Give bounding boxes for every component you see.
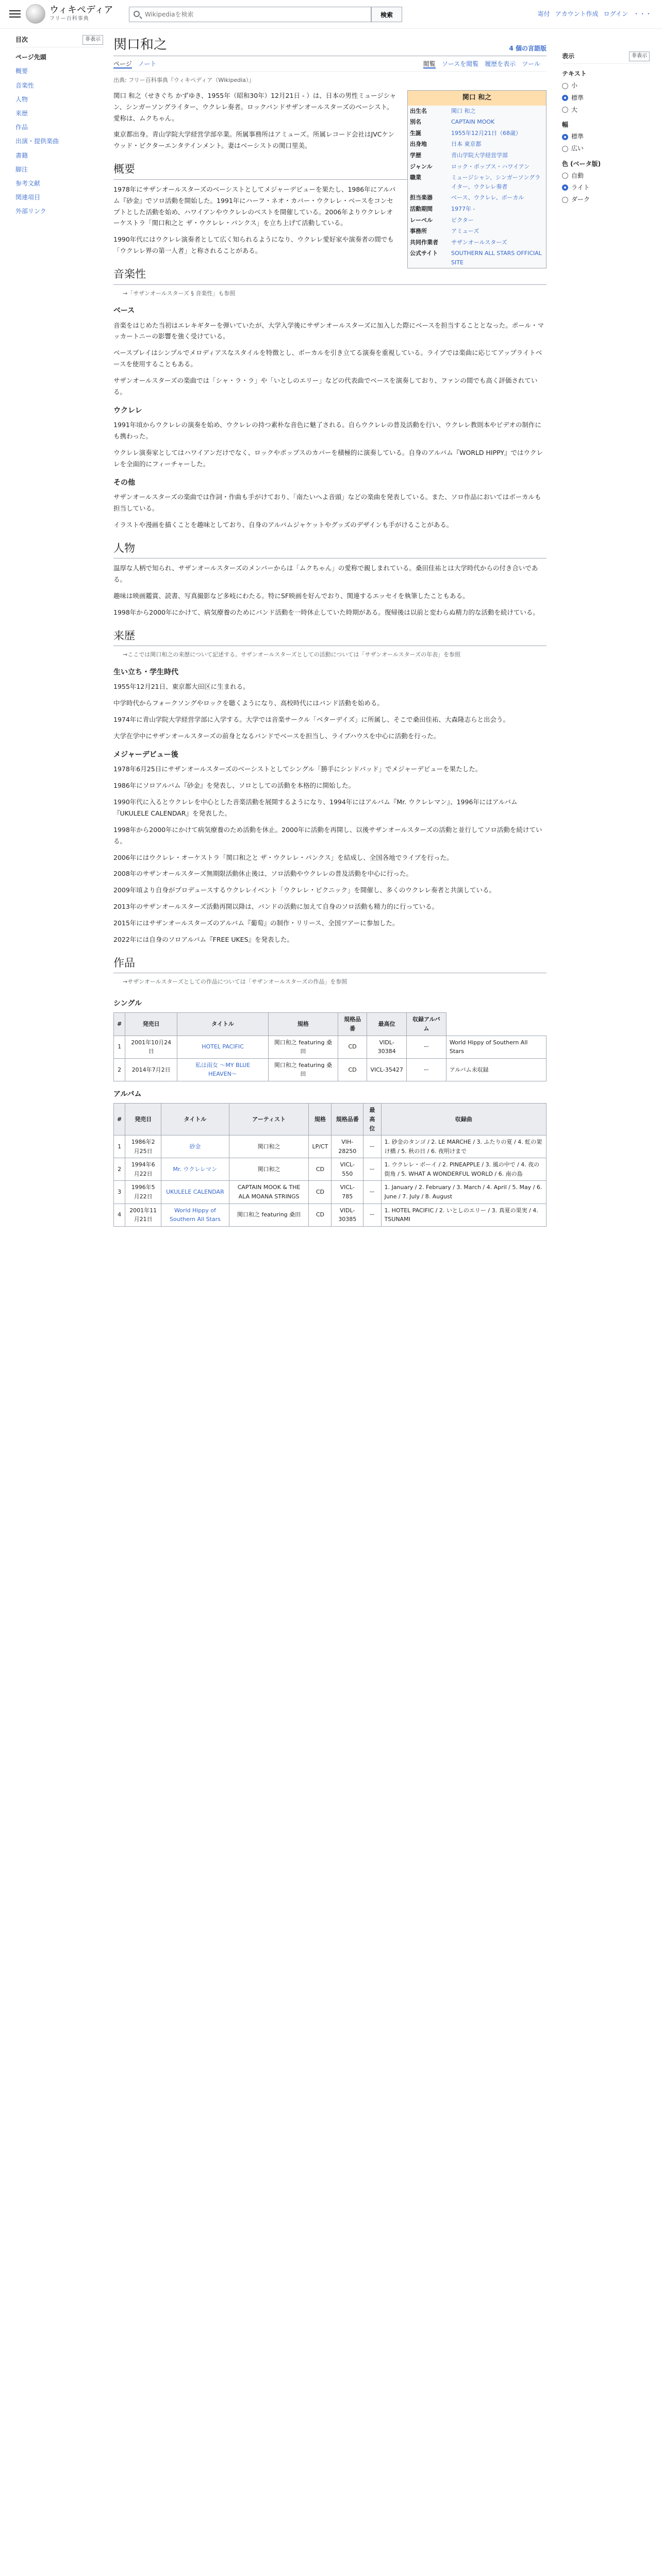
user-link[interactable]: ・・・: [633, 10, 652, 18]
appearance-group-label: 幅: [562, 121, 569, 128]
article-body: [113, 90, 547, 1227]
infobox-value[interactable]: ベース、ウクレレ、ボーカル: [451, 194, 524, 201]
table-cell: VICL-550: [332, 1158, 363, 1181]
table-cell: 3: [114, 1181, 125, 1204]
user-link[interactable]: アカウント作成: [555, 10, 599, 18]
section-heading: 音楽性: [113, 266, 547, 285]
table-cell: CD: [309, 1158, 332, 1181]
paragraph: 趣味は映画鑑賞、読書、写真撮影など多岐にわたる。特にSF映画を好んでおり、関連するエッセイを執筆したこともある。: [113, 592, 469, 600]
toc-title: 目次: [15, 36, 28, 43]
appearance-option-label: ダーク: [571, 196, 590, 204]
table-cell[interactable]: HOTEL PACIFIC: [177, 1036, 269, 1058]
hatnote[interactable]: →ここでは関口和之の来歴について記述する。サザンオールスターズとしての活動については「サザンオールスターズの年表」を参照: [123, 651, 461, 658]
paragraph: サザンオールスターズの楽曲では作詞・作曲も手がけており、「南たいへよ音頭」などの楽曲を発表している。また、ソロ作品においてはボーカルも担当している。: [113, 493, 541, 512]
table-cell: 1. ウクレレ・ボーイ / 2. PINEAPPLE / 3. 風の中で / 4. 夜の街角 / 5. WHAT A WONDERFUL WORLD / 6. 南の島: [381, 1158, 546, 1181]
infobox-row: [408, 106, 546, 117]
table-header-cell: 規格: [309, 1104, 332, 1136]
language-button[interactable]: 4 個の言語版: [509, 44, 547, 52]
toc-item[interactable]: 来歴: [15, 109, 28, 117]
table-cell: 関口和之 featuring 桑田: [268, 1058, 338, 1081]
infobox-key: 活動期間: [410, 205, 433, 212]
table-cell: ー: [363, 1181, 381, 1204]
infobox-row: [408, 116, 546, 128]
table-cell: VIDL-30385: [332, 1204, 363, 1226]
paragraph: 温厚な人柄で知られ、サザンオールスターズのメンバーからは「ムクちゃん」の愛称で親しまれている。桑田佳祐とは大学時代からの付き合いである。: [113, 564, 538, 584]
table-cell: 1. HOTEL PACIFIC / 2. いとしのエリー / 3. 真夏の果実 / 4. TSUNAMI: [381, 1204, 546, 1226]
infobox-row: [408, 128, 546, 139]
table-cell: 1. 砂金のタンゴ / 2. LE MARCHE / 3. ふたりの夏 / 4. 虹の架け橋 / 5. 秋の日 / 6. 夜明けまで: [381, 1136, 546, 1158]
albums-table: [113, 1103, 547, 1227]
section-heading: 人物: [113, 540, 547, 559]
appearance-option[interactable]: [562, 93, 650, 103]
radio-icon[interactable]: [562, 107, 568, 113]
section-heading: 来歴: [113, 628, 547, 647]
table-header-cell: 最高位: [367, 1013, 407, 1036]
main-content: [113, 29, 547, 1234]
tab-0[interactable]: ページ: [113, 60, 132, 67]
radio-icon[interactable]: [562, 83, 568, 89]
appearance-option-label: 標準: [571, 133, 584, 141]
user-links: [533, 9, 652, 19]
infobox-key: 出生名: [410, 107, 427, 114]
paragraph: 1955年12月21日、東京都大田区に生まれる。: [113, 683, 250, 691]
table-cell: ー: [363, 1136, 381, 1158]
table-header-cell: アーティスト: [229, 1104, 309, 1136]
infobox-value[interactable]: 1955年12月21日（68歳）: [451, 129, 521, 137]
wordmark[interactable]: [49, 5, 113, 23]
toc-item[interactable]: 外部リンク: [15, 208, 46, 215]
subsection-heading: 生い立ち・学生時代: [113, 668, 178, 677]
infobox: [407, 90, 547, 269]
search-box: [129, 7, 407, 22]
infobox-row: [408, 172, 546, 192]
table-cell: ー: [406, 1036, 446, 1058]
infobox-key: 共同作業者: [410, 239, 438, 246]
table-cell: CD: [338, 1036, 367, 1058]
table-cell: 1: [114, 1136, 125, 1158]
search-icon: [134, 11, 140, 17]
title-row: [113, 29, 547, 56]
paragraph: ベースプレイはシンプルでメロディアスなスタイルを特徴とし、ボーカルを引き立てる演奏を重視している。ライブでは楽曲に応じてアップライトベースを使用することもある。: [113, 349, 542, 368]
table-header-cell: 最高位: [363, 1104, 381, 1136]
table-header-cell: 発売日: [125, 1104, 161, 1136]
radio-icon[interactable]: [562, 184, 568, 191]
infobox-value[interactable]: ロック・ポップス・ハワイアン: [451, 163, 530, 170]
appearance-option-label: ライト: [571, 183, 590, 191]
table-row: [114, 1181, 547, 1204]
table-header-cell: タイトル: [161, 1104, 229, 1136]
appearance-option[interactable]: [562, 132, 650, 142]
paragraph: 1991年頃からウクレレの演奏を始め、ウクレレの持つ素朴な音色に魅了される。自らウクレレの普及活動を行い、ウクレレ教則本やビデオの制作にも携わった。: [113, 421, 541, 440]
toc-item[interactable]: 音楽性: [15, 81, 35, 89]
table-cell: 4: [114, 1204, 125, 1226]
table-header-cell: #: [114, 1104, 125, 1136]
table-cell: 2: [114, 1058, 125, 1081]
paragraph: 大学在学中にサザンオールスターズの前身となるバンドでベースを担当し、ライブハウスを中心に活動を行った。: [113, 732, 440, 740]
paragraph: 2013年のサザンオールスターズ活動再開以降は、バンドの活動に加えて自身のソロ活動も精力的に行っている。: [113, 903, 439, 911]
appearance-option[interactable]: [562, 144, 650, 154]
hatnote[interactable]: →「サザンオールスターズ § 音楽性」も参照: [123, 290, 236, 297]
subsection-heading: その他: [113, 478, 135, 487]
paragraph: 音楽をはじめた当初はエレキギターを弾いていたが、大学入学後にサザンオールスターズに加入した際にベースを担当することとなった。ポール・マッカートニーの影響を強く受けている。: [113, 321, 544, 341]
table-cell: VICL-785: [332, 1181, 363, 1204]
subsection-heading: ベース: [113, 307, 135, 315]
toc-item[interactable]: 脚注: [15, 165, 28, 173]
infobox-key: 出身地: [410, 141, 427, 148]
paragraph: 2006年にはウクレレ・オーケストラ「関口和之と ザ・ウクレレ・パンクス」を結成し、全国各地でライブを行った。: [113, 853, 453, 861]
appearance-option[interactable]: [562, 195, 650, 205]
infobox-row: [408, 192, 546, 204]
table-cell: 1986年2月25日: [125, 1136, 161, 1158]
infobox-row: [408, 161, 546, 173]
table-cell: World Hippy of Southern All Stars: [446, 1036, 546, 1058]
paragraph: 1974年に青山学院大学経営学部に入学する。大学では音楽サークル「ベターデイズ」に所属し、そこで桑田佳祐、大森隆志らと出会う。: [113, 716, 509, 724]
table-cell: 1996年5月22日: [125, 1181, 161, 1204]
toc-item[interactable]: 関連項目: [15, 194, 41, 201]
table-header-cell: 規格品番: [338, 1013, 367, 1036]
table-cell[interactable]: Mr. ウクレレマン: [161, 1158, 229, 1181]
table-header-cell: 収録曲: [381, 1104, 546, 1136]
table-cell: 1994年6月22日: [125, 1158, 161, 1181]
infobox-value[interactable]: ビクター: [451, 216, 474, 224]
appearance-option-label: 広い: [571, 145, 584, 152]
table-cell[interactable]: 砂金: [161, 1136, 229, 1158]
tabs-left: [113, 59, 162, 69]
search-input[interactable]: [129, 7, 371, 22]
page-source-note: 出典: フリー百科事典『ウィキペディア（Wikipedia）』: [113, 77, 255, 84]
tabs-right: [423, 59, 547, 69]
appearance-option[interactable]: [562, 183, 650, 193]
toc-item[interactable]: 作品: [15, 124, 28, 131]
appearance-option-label: 自動: [571, 172, 584, 179]
table-cell[interactable]: 私は雨女 〜MY BLUE HEAVEN〜: [177, 1058, 269, 1081]
paragraph: イラストや漫画を描くことを趣味としており、自身のアルバムジャケットやグッズのデザインも手がけることがある。: [113, 520, 453, 529]
page-tabs: [113, 59, 547, 72]
toc-item[interactable]: 概要: [15, 67, 28, 75]
table-row: [114, 1158, 547, 1181]
infobox-key: 職業: [410, 174, 421, 181]
appearance-option[interactable]: [562, 81, 650, 91]
table-cell: VIDL-30384: [367, 1036, 407, 1058]
toc-item[interactable]: 書籍: [15, 151, 28, 159]
table-cell: CD: [309, 1204, 332, 1226]
paragraph: 2022年には自身のソロアルバム『FREE UKES』を発表した。: [113, 935, 294, 943]
singles-table: [113, 1012, 547, 1081]
table-cell: ー: [363, 1158, 381, 1181]
radio-icon[interactable]: [562, 197, 568, 203]
table-cell: CD: [338, 1058, 367, 1081]
toc-header: [15, 35, 103, 47]
table-cell: アルバム未収録: [446, 1058, 546, 1081]
user-link[interactable]: ログイン: [603, 10, 628, 18]
paragraph: 中学時代からフォークソングやロックを聴くようになり、高校時代にはバンド活動を始める。: [113, 699, 384, 707]
table-header-cell: 規格品番: [332, 1104, 363, 1136]
infobox-value[interactable]: CAPTAIN MOOK: [451, 118, 495, 126]
paragraph: 2008年のサザンオールスターズ無期限活動休止後は、ソロ活動やウクレレの普及活動を中心に行った。: [113, 870, 413, 878]
infobox-row: [408, 204, 546, 215]
table-cell: VICL-35427: [367, 1058, 407, 1081]
appearance-hide-button[interactable]: 非表示: [629, 52, 650, 61]
table-cell: 2001年10月24日: [125, 1036, 177, 1058]
paragraph: 1990年代に入るとウクレレを中心とした音楽活動を展開するようになり、1994年にはアルバム『Mr. ウクレレマン』、1996年にはアルバム『UKULELE CALENDAR』を発表した。: [113, 798, 518, 817]
wordmark-title: ウィキペディア: [49, 5, 113, 15]
radio-icon[interactable]: [562, 146, 568, 152]
paragraph: サザンオールスターズの楽曲では「シャ・ラ・ラ」や「いとしのエリー」などの代表曲でベースを演奏しており、ファンの間でも高く評価されている。: [113, 377, 538, 396]
infobox-row: [408, 248, 546, 268]
table-header-cell: 収録アルバム: [406, 1013, 446, 1036]
toc-item[interactable]: 人物: [15, 95, 28, 103]
tab-right-0[interactable]: 閲覧: [423, 60, 436, 67]
table-cell: VIH-28250: [332, 1136, 363, 1158]
tab-right-3[interactable]: ツール: [522, 60, 540, 67]
infobox-title: 関口 和之: [408, 91, 546, 106]
paragraph: 1978年6月25日にサザンオールスターズのベーシストとしてシングル「勝手にシンドバッド」でメジャーデビューを果たした。: [113, 765, 482, 773]
table-cell: 関口和之: [229, 1158, 309, 1181]
table-header-cell: #: [114, 1013, 125, 1036]
infobox-row: [408, 226, 546, 237]
page-title: 関口和之: [113, 37, 168, 53]
sections: [113, 161, 547, 987]
infobox-value[interactable]: アミューズ: [451, 228, 479, 235]
tab-1[interactable]: ノート: [138, 60, 157, 67]
paragraph: 1978年にサザンオールスターズのベーシストとしてメジャーデビューを果たし、1986年にアルバム『砂金』でソロ活動を開始した。1991年にハーフ・ネオ・カバー・ウクレレ・ベースをコンセプトとした活動を始め、ハワイアンやウクレレのベストを開催している。2006年よりウクレレオーケストラ「関口和之と ザ・ウクレレ・パンクス」を立ち上げて活動している。: [113, 185, 396, 227]
paragraph: 1990年代にはウクレレ演奏者として広く知られるようになり、ウクレレ愛好家や演奏者の間でも「ウクレレ界の第一人者」と称されることがある。: [113, 235, 394, 255]
section-heading: 作品: [113, 955, 547, 974]
hatnote[interactable]: →サザンオールスターズとしての作品については「サザンオールスターズの作品」を参照: [123, 978, 347, 986]
infobox-row: [408, 150, 546, 161]
paragraph: 2009年頃より自身がプロデュースするウクレレイベント「ウクレレ・ピクニック」を開催し、多くのウクレレ奏者と共演している。: [113, 886, 496, 894]
paragraph: ウクレレ演奏家としてはハワイアンだけでなく、ロックやポップスのカバーを積極的に演奏している。自身のアルバム『WORLD HIPPY』ではウクレレを全面的にフィーチャーした。: [113, 448, 543, 468]
table-cell: 関口和之: [229, 1136, 309, 1158]
section-heading: 概要: [113, 161, 547, 180]
appearance-group-label: 色 (ベータ版): [562, 160, 601, 167]
infobox-key: 担当楽器: [410, 194, 433, 201]
infobox-value[interactable]: ミュージシャン、シンガーソングライター、ウクレレ奏者: [451, 174, 541, 190]
paragraph: 2015年にはサザンオールスターズのアルバム『葡萄』の制作・リリース、全国ツアーに参加した。: [113, 919, 399, 927]
appearance-panel: [562, 52, 650, 207]
infobox-row: [408, 215, 546, 226]
table-cell: 2001年11月21日: [125, 1204, 161, 1226]
infobox-key: ジャンル: [410, 163, 433, 170]
infobox-key: 公式サイト: [410, 250, 438, 257]
toc-hide-button[interactable]: 非表示: [82, 35, 103, 45]
infobox-value[interactable]: 関口 和之: [451, 107, 476, 114]
table-of-contents: [15, 35, 103, 218]
infobox-value[interactable]: 1977年 -: [451, 205, 475, 212]
singles-heading: シングル: [113, 999, 142, 1008]
appearance-option-label: 標準: [571, 94, 584, 101]
appearance-option[interactable]: [562, 171, 650, 181]
appearance-title: 表示: [562, 53, 575, 60]
infobox-key: レーベル: [410, 216, 433, 224]
toc-item[interactable]: 出演・提供楽曲: [15, 138, 59, 145]
table-cell: 1: [114, 1036, 125, 1058]
table-cell: 関口和之 featuring 桑田: [229, 1204, 309, 1226]
table-cell: 2: [114, 1158, 125, 1181]
intro-paragraph: 関口 和之（せきぐち かずゆき、1955年（昭和30年）12月21日 - ）は、日本の男性ミュージシャン、シンガーソングライター、ウクレレ奏者。ロックバンドサザンオールスターズのベーシスト。愛称は、ムクちゃん。: [113, 91, 396, 122]
appearance-option[interactable]: [562, 105, 650, 115]
infobox-row: [408, 139, 546, 150]
infobox-key: 生誕: [410, 129, 421, 137]
appearance-group-label: テキスト: [562, 70, 587, 78]
table-row: [114, 1136, 547, 1158]
infobox-key: 事務所: [410, 228, 427, 235]
intro-paragraph: 東京都出身。青山学院大学経営学部卒業。所属事務所はアミューズ。所属レコード会社はJVCケンウッド・ビクターエンタテインメント。妻はベーシストの関口里美。: [113, 130, 394, 150]
tab-right-1[interactable]: ソースを閲覧: [441, 60, 479, 67]
table-header-cell: 発売日: [125, 1013, 177, 1036]
wordmark-subtitle: フリー百科事典: [49, 16, 89, 22]
header: [0, 0, 662, 29]
infobox-key: 学歴: [410, 151, 421, 159]
appearance-header: [562, 52, 650, 64]
table-cell: LP/CT: [309, 1136, 332, 1158]
infobox-value[interactable]: サザンオールスターズ: [451, 239, 507, 246]
wikipedia-logo[interactable]: [26, 4, 45, 24]
albums-heading: アルバム: [113, 1090, 142, 1098]
main-menu-icon[interactable]: [9, 8, 21, 20]
paragraph: 1998年から2000年にかけて病気療養のため活動を休止。2000年に活動を再開し、以後サザンオールスターズの活動と並行してソロ活動を続けている。: [113, 825, 542, 845]
subsection-heading: ウクレレ: [113, 406, 142, 415]
toc-item[interactable]: ページ先頭: [15, 54, 46, 61]
infobox-value[interactable]: SOUTHERN ALL STARS OFFICIAL SITE: [451, 250, 542, 266]
table-cell: 1. January / 2. February / 3. March / 4. April / 5. May / 6. June / 7. July / 8. August: [381, 1181, 546, 1204]
tab-right-2[interactable]: 履歴を表示: [485, 60, 516, 67]
infobox-value[interactable]: 青山学院大学経営学部: [451, 151, 508, 159]
table-row: [114, 1204, 547, 1226]
search-button[interactable]: 検索: [371, 7, 402, 22]
radio-icon[interactable]: [562, 134, 568, 140]
table-cell: CD: [309, 1181, 332, 1204]
table-cell: 2014年7月2日: [125, 1058, 177, 1081]
appearance-option-label: 大: [571, 106, 578, 113]
table-cell: 関口和之 featuring 桑田: [268, 1036, 338, 1058]
user-link[interactable]: 寄付: [537, 10, 550, 18]
appearance-groups: [562, 69, 650, 205]
infobox-table: [408, 106, 546, 268]
subsection-heading: メジャーデビュー後: [113, 750, 178, 759]
table-cell[interactable]: UKULELE CALENDAR: [161, 1181, 229, 1204]
infobox-row: [408, 237, 546, 248]
table-row: [114, 1058, 547, 1081]
paragraph: 1986年にソロアルバム『砂金』を発表し、ソロとしての活動を本格的に開始した。: [113, 782, 355, 790]
toc-item[interactable]: 参考文献: [15, 179, 41, 187]
table-cell: CAPTAIN MOOK & THE ALA MOANA STRINGS: [229, 1181, 309, 1204]
table-row: [114, 1036, 547, 1058]
toc-list: [15, 50, 103, 218]
infobox-value[interactable]: 日本 東京都: [451, 141, 482, 148]
infobox-key: 別名: [410, 118, 421, 126]
radio-icon[interactable]: [562, 173, 568, 179]
table-cell: ー: [363, 1204, 381, 1226]
paragraph: 1998年から2000年にかけて、病気療養のためにバンド活動を一時休止していた時期がある。復帰後は以前と変わらぬ精力的な活動を続けている。: [113, 608, 539, 616]
table-cell[interactable]: World Hippy of Southern All Stars: [161, 1204, 229, 1226]
table-cell: ー: [406, 1058, 446, 1081]
table-header-cell: 規格: [268, 1013, 338, 1036]
radio-icon[interactable]: [562, 95, 568, 101]
table-header-cell: タイトル: [177, 1013, 269, 1036]
appearance-option-label: 小: [571, 82, 578, 90]
